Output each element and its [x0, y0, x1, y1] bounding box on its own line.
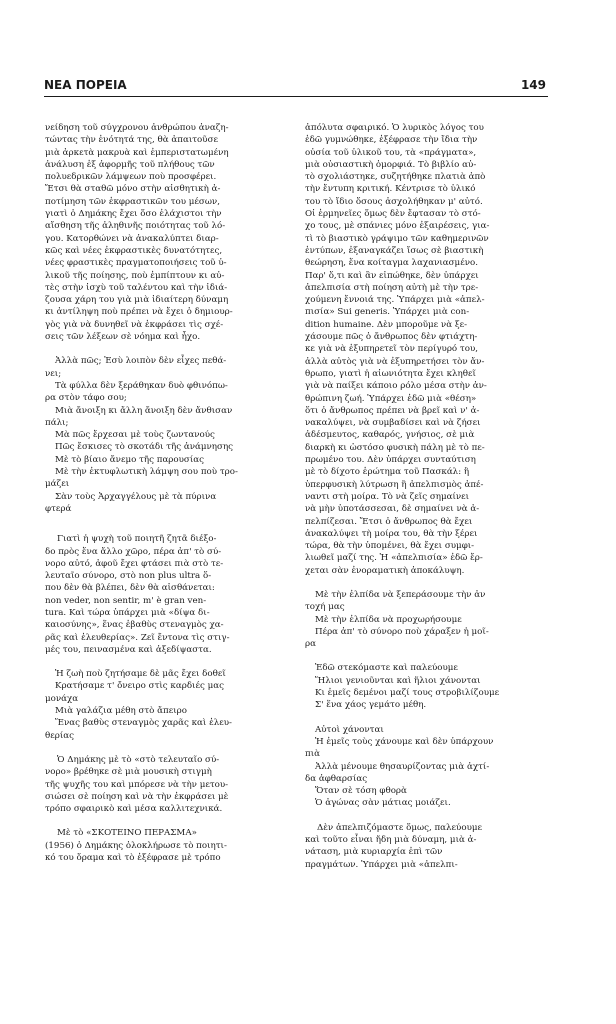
verse-line: Σ' ἕνα χάος γεμάτο μέθη.	[315, 700, 427, 711]
text-line: σιώσει σὲ ποίηση καὶ νὰ τὴν ἐκφράσει μὲ	[45, 791, 229, 802]
text-line: σεις τῶν λέξεων σὲ νόημα καὶ ἦχο.	[45, 332, 201, 343]
verse-line: Αὐτοὶ χάνονται	[315, 724, 384, 735]
text-line: χεται σὰν ἐνοραματικὴ ἀποκάλυψη.	[305, 565, 465, 576]
verse-line: ρα στὸν τάφο σου;	[45, 393, 127, 404]
prose-paragraph	[305, 122, 545, 577]
text-line: Οἱ ἑρμηνεῖες ὅμως δὲν ἔφτασαν τὸ στό-	[305, 209, 481, 220]
text-line: Μὲ τὸ «ΣΚΟΤΕΙΝΟ ΠΕΡΑΣΜΑ»	[57, 828, 197, 839]
verse-line: Τὰ φύλλα δὲν ξεράθηκαν δυὸ φθινόπω-	[55, 380, 228, 391]
verse-line: Μὲ τὴν ἐκτυφλωτικὴ λάμψη σου ποὺ τρο-	[55, 467, 238, 478]
text-line: τῆς ψυχῆς του καὶ μπόρεσε νὰ τὴν μετου-	[45, 779, 229, 790]
poem-excerpt	[305, 589, 545, 650]
verse-line: τοχή μας	[305, 602, 345, 613]
text-line: πολυεδρικῶν λάμψεων ποὺ προσφέρει.	[45, 172, 217, 183]
text-line: ἀπόλυτα σφαιρικό. Ὁ λυρικὸς λόγος του	[305, 123, 484, 133]
verse-line: θερίας	[45, 730, 74, 741]
text-line: τώντας τὴν ἑνότητά της, θὰ ἀπαιτοῦσε	[45, 135, 218, 146]
text-line: νείδηση τοῦ σύγχρονου ἀνθρώπου ἀναζη-	[45, 123, 229, 133]
text-line: μὲ τὸ δίχοτο ἐρώτημα τοῦ Πασκάλ: ἢ	[305, 467, 470, 478]
text-line: ἐντύπων, ἐξαναγκάζει ἴσως σὲ βιαστικὴ	[305, 245, 484, 256]
text-line: ζουσα χάρη του γιὰ μιὰ ἰδιαίτερη δύναμη	[45, 295, 229, 306]
verse-line: Πέρα ἀπ' τὸ σύνορο ποὺ χάραξεν ἡ μοῖ-	[315, 626, 489, 637]
text-line: του τὸ ἴδιο ὅσους ἀσχολήθηκαν μ' αὐτό.	[305, 196, 483, 207]
text-line: νορο» βρέθηκε σὲ μιὰ μουσικὴ στιγμὴ	[45, 767, 212, 778]
text-line: δο πρὸς ἕνα ἄλλο χῶρο, πέρα ἀπ' τὸ σύ-	[45, 546, 222, 557]
text-line: ἀδέσμευτος, καθαρός, γνήσιος, σὲ μιὰ	[305, 430, 475, 441]
verse-line: Μὲ τὴν ἐλπίδα νὰ ξεπεράσουμε τὴν ἀν	[315, 589, 486, 600]
verse-line: Ἡ ἐμεῖς τοὺς χάνουμε καὶ δὲν ὑπάρχουν	[315, 736, 494, 747]
verse-line: Ἡ ζωὴ ποὺ ζητήσαμε δὲ μᾶς ἔχει δοθεῖ	[55, 669, 226, 680]
text-line: (1956) ὁ Δημάκης ὁλοκλήρωσε τὸ ποιητι-	[45, 840, 227, 851]
verse-line: μονάχα	[45, 693, 79, 704]
text-line: Γιατὶ ἡ ψυχὴ τοῦ ποιητῆ ζητᾶ διέξο-	[57, 534, 217, 545]
text-line: νάταση, μιὰ κυριαρχία ἐπὶ τῶν	[305, 847, 443, 858]
verse-line: Ἐδῶ στεκόμαστε καὶ παλεύουμε	[315, 663, 458, 674]
text-line: ἀλλὰ αὐτὸς γιὰ νὰ ἐξυπηρετήσει τὸν ἄν-	[305, 356, 485, 367]
text-line: νὰ μὴν ὑποτάσσεσαι, δὲ σημαίνει νὰ ἀ-	[305, 504, 480, 515]
poem-excerpt	[305, 724, 545, 810]
text-line: γὸς γιὰ νὰ δυνηθεῖ νὰ ἐκφράσει τὶς σχέ-	[45, 319, 224, 330]
verse-line: νει;	[45, 368, 62, 379]
verse-line: Ἀλλὰ μένουμε θησαυρίζοντας μιὰ ἀχτί-	[315, 761, 490, 772]
text-line: πελπίζεσαι. Ἔτσι ὁ ἄνθρωπος θὰ ἔχει	[305, 516, 473, 527]
text-line: τὲς στὴν ἰσχὺ τοῦ ταλέντου καὶ τὴν ἰδιά-	[45, 282, 228, 293]
text-line: κε γιὰ νὰ ἐξυπηρετεῖ τὸν περίγυρό του,	[305, 344, 479, 355]
text-line: χο τους, μὲ σπάνιες μόνο ἐξαιρέσεις, για-	[305, 221, 490, 232]
text-line: νακαλύψει, νὰ συμβαδίσει καὶ νὰ ζήσει	[305, 418, 481, 429]
text-line: λευταῖο σύνορο, στὸ non plus ultra ὅ-	[45, 571, 212, 582]
text-line: Παρ' ὅ,τι καὶ ἂν εἰπώθηκε, δὲν ὑπάρχει	[305, 270, 479, 281]
text-line: γου. Κατορθώνει νὰ ἀνακαλύπτει διαρ-	[45, 233, 219, 244]
text-line: λιωθεῖ μαζί της. Ἡ «ἀπελπισία» ἐδῶ ἔρ-	[305, 553, 483, 564]
text-line: ὅτι ὁ ἄνθρωπος πρέπει νὰ βρεῖ καὶ ν' ἀ-	[305, 405, 480, 416]
text-line: διαρκὴ κι ὡστόσο φυσικὴ πάλη μὲ τὸ πε-	[305, 442, 485, 453]
journal-title: ΝΕΑ ΠΟΡΕΙΑ	[44, 78, 127, 92]
text-line: dition humaine. Δὲν μποροῦμε νὰ ξε-	[305, 319, 468, 330]
verse-line: Πῶς ἔσκισες τὸ σκοτάδι τῆς ἀνάμνησης	[55, 442, 234, 453]
verse-line: Ὁ ἀγώνας σὰν μάτιας μοιάζει.	[315, 798, 451, 809]
text-line: κι ἀντίληψη ποὺ πρέπει νὰ ἔχει ὁ δημιουρ-	[45, 307, 233, 318]
prose-paragraph	[45, 754, 285, 815]
verse-line: Ἥλιοι γενιοῦνται καὶ ἥλιοι χάνονται	[315, 675, 481, 686]
text-line: χούμενη ἔννοιά της. Ὑπάρχει μιὰ «ἀπελ-	[305, 295, 485, 306]
text-line: πισία» Sui generis. Ὑπάρχει μιὰ con-	[305, 307, 470, 318]
text-line: ἐδῶ γυμνώθηκε, ἐξέφρασε τὴν ἴδια τὴν	[305, 135, 478, 146]
verse-line: μάζει	[45, 479, 70, 490]
text-line: χάσουμε πῶς ὁ ἄνθρωπος δὲν φτιάχτη-	[305, 332, 478, 343]
verse-line: Ἀλλὰ πῶς; Ἐσὺ λοιπὸν δὲν εἶχες πεθά-	[55, 356, 227, 367]
text-line: τὴν ἔντυπη κριτική. Κέντρισε τὸ ὑλικό	[305, 184, 476, 195]
poem-excerpt	[305, 662, 545, 711]
text-line: tura. Καὶ τώρα ὑπάρχει μιὰ «δίψα δι-	[45, 607, 210, 618]
text-line: μιὰ οὐσιαστικὴ ὁμορφιά. Τὸ βιβλίο αὐ-	[305, 159, 477, 170]
right-column	[305, 122, 545, 871]
text-line: κό του ὅραμα καὶ τὸ ἐξέφρασε μὲ τρόπο	[45, 853, 221, 864]
text-line: ναντι στὴ μοίρα. Τὸ νὰ ζεῖς σημαίνει	[305, 491, 470, 502]
text-line: πρωμένο του. Δὲν ὑπάρχει συνταύτιση	[305, 455, 476, 466]
text-line: γιὰ νὰ παίξει κάποιο ρόλο μέσα στὴν ἀν-	[305, 381, 487, 392]
text-line: τὸ σχολιάστηκε, συζητήθηκε πλατιὰ ἀπὸ	[305, 172, 486, 183]
text-line: καιοσύνης», ἕνας ἐβαθὺς στεναγμὸς χα-	[45, 620, 224, 631]
text-line: οὐσία τοῦ ὑλικοῦ του, τὰ «πράγματα»,	[305, 147, 477, 158]
text-line: γιατὶ ὁ Δημάκης ἔχει ὅσο ἐλάχιστοι τὴν	[45, 209, 222, 220]
text-line: κῶς καὶ νέες ἐκφραστικὲς δυνατότητες,	[45, 245, 223, 256]
text-line: αἴσθηση τῆς ἀληθινῆς ποιότητας τοῦ λό-	[45, 221, 226, 232]
prose-paragraph	[45, 827, 285, 864]
text-line: καὶ τοῦτο εἶναι ἤδη μιὰ δύναμη, μιὰ ἀ-	[305, 835, 477, 846]
page-number: 149	[520, 78, 546, 92]
text-line: μές του, πεινασμένα καὶ ἀξεδίψαστα.	[45, 644, 212, 655]
text-line: μιὰ ἀρκετὰ μακρυὰ καὶ ἐμπεριστατωμένη	[45, 147, 229, 158]
verse-line: Σὰν τοὺς Ἀρχαγγέλους μὲ τὰ πύρινα	[55, 491, 217, 502]
text-line: νορο αὐτό, ἀφοῦ ἔχει φτάσει πιὰ στὸ τε-	[45, 558, 224, 569]
text-line: ρᾶς καὶ ἐλευθερίας». Ζεῖ ἔντονα τὶς στιγ-	[45, 632, 230, 643]
text-line: λικοῦ τῆς ποίησης, ποὺ ἐμπίπτουν κι αὐ-	[45, 270, 225, 281]
verse-line: πιὰ	[305, 749, 320, 760]
verse-line: Κι ἐμεῖς δεμένοι μαζί τους στροβιλίζουμε	[315, 688, 500, 699]
verse-line: Μὰ πῶς ἔρχεσαι μὲ τοὺς ζωντανούς	[55, 430, 215, 441]
text-line: ὑπερφυσικὴ λύτρωση ἢ ἀπελπισμὸς ἀπέ-	[305, 479, 484, 490]
verse-line: ρα	[305, 639, 316, 650]
text-line: ἀνακαλύψει τὴ μοίρα του, θὰ τὴν ξέρει	[305, 528, 478, 539]
text-line: τὶ τὸ βιαστικὸ γράψιμο τῶν καθημερινῶν	[305, 233, 489, 244]
text-line: τρόπο σφαιρικὸ καὶ μέσα καλλιτεχνικά.	[45, 804, 223, 815]
verse-line: Κρατήσαμε τ' ὄνειρο στὶς καρδιές μας	[55, 681, 224, 692]
verse-line: Ἕνας βαθὺς στεναγμὸς χαρᾶς καὶ ἐλευ-	[55, 718, 232, 729]
text-line: θεώρηση, ἕνα κοίταγμα λαχανιασμένο.	[305, 258, 478, 269]
text-line: θρώπινη ζωή. Ὑπάρχει ἐδῶ μιὰ «θέση»	[305, 393, 477, 404]
text-line: Ἔτσι θὰ σταθῶ μόνο στὴν αἰσθητικὴ ἀ-	[45, 184, 221, 195]
header-rule	[44, 96, 548, 97]
text-line: τώρα, θὰ τὴν ὑπομένει, θὰ ἔχει συμφι-	[305, 541, 475, 552]
verse-line: Μὲ τὴν ἐλπίδα νὰ προχωρήσουμε	[315, 614, 462, 625]
running-header	[44, 78, 546, 92]
verse-line: πάλι;	[45, 417, 69, 428]
text-line: non veder, non sentir, m' è gran ven-	[45, 595, 207, 606]
text-line: πραγμάτων. Ὑπάρχει μιὰ «ἀπελπι-	[305, 859, 458, 870]
prose-paragraph	[305, 822, 545, 871]
prose-paragraph	[45, 533, 285, 656]
text-line: νέες φραστικὲς πραγματοποιήσεις τοῦ ὑ-	[45, 258, 227, 269]
text-line: θρωπο, γιατὶ ἡ αἰωνιότητα ἔχει κληθεῖ	[305, 368, 476, 379]
text-line: Ὁ Δημάκης μὲ τὸ «στὸ τελευταῖο σύ-	[57, 754, 220, 765]
text-line: Δὲν ἀπελπιζόμαστε ὅμως, παλεύουμε	[317, 822, 482, 833]
verse-line: Μιὰ ἄνοιξη κι ἄλλη ἄνοιξη δὲν ἄνθισαν	[55, 405, 233, 416]
left-column	[45, 122, 285, 864]
text-line: που δὲν θὰ βλέπει, δὲν θὰ αἰσθάνεται:	[45, 583, 215, 594]
verse-line: δα ἀφθαρσίας	[305, 773, 368, 784]
poem-excerpt	[45, 668, 285, 742]
poem-excerpt	[45, 355, 285, 515]
verse-line: Μιὰ γαλάζια μέθη στὸ ἄπειρο	[55, 706, 187, 717]
text-line: ποτίμηση τῶν ἐκφραστικῶν του μέσων,	[45, 196, 220, 207]
text-line: ἀνάλυση ἐξ ἀφορμῆς τοῦ πλήθους τῶν	[45, 159, 215, 170]
text-line: ἀπελπισία στὴ ποίηση αὐτὴ μὲ τὴν τρε-	[305, 282, 479, 293]
verse-line: Μὲ τὸ βίαιο ἄνεμο τῆς παρουσίας	[55, 454, 204, 465]
verse-line: Ὅταν σὲ τόση φθορὰ	[315, 786, 407, 797]
verse-line: φτερά	[45, 503, 72, 514]
prose-paragraph	[45, 122, 285, 343]
